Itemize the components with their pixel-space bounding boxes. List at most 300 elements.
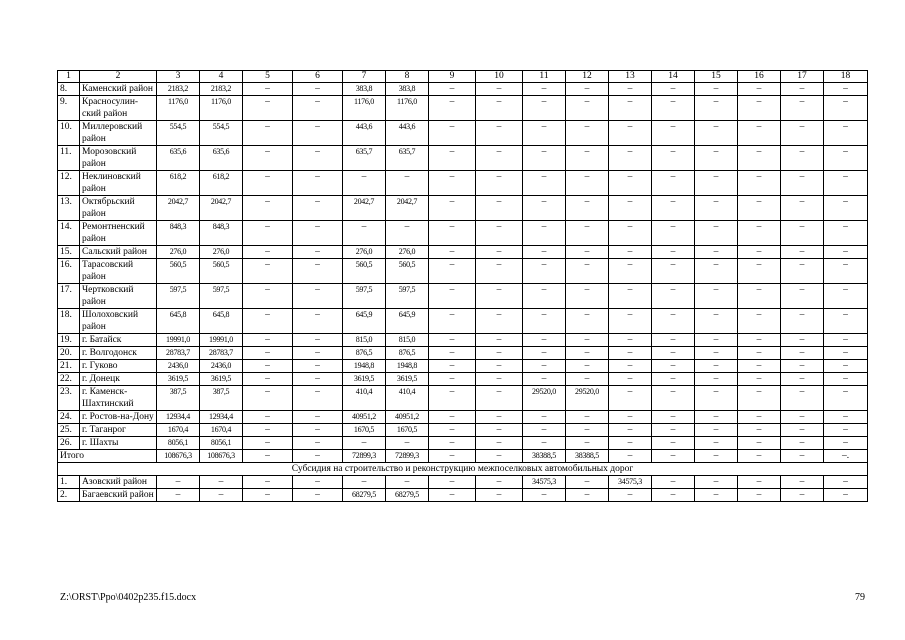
- table-cell: 645,9: [343, 309, 386, 334]
- column-header: 1: [58, 71, 80, 83]
- table-cell: –: [293, 386, 343, 411]
- table-cell: 597,5: [386, 284, 429, 309]
- row-name: г. Волгодонск: [80, 347, 157, 360]
- table-cell: –: [824, 83, 868, 96]
- table-cell: –: [609, 386, 652, 411]
- table-row: [58, 424, 868, 437]
- table-cell: –: [343, 437, 386, 450]
- table-cell: –: [738, 96, 781, 121]
- table-cell: –: [695, 347, 738, 360]
- table-cell: –: [781, 360, 824, 373]
- table-cell: –: [695, 489, 738, 502]
- table-cell: –: [429, 309, 476, 334]
- row-number: 17.: [58, 284, 80, 309]
- table-cell: 645,8: [157, 309, 200, 334]
- table-cell: –: [609, 411, 652, 424]
- table-cell: –: [476, 476, 523, 489]
- table-cell: –: [386, 221, 429, 246]
- table-cell: 815,0: [386, 334, 429, 347]
- row-number: 26.: [58, 437, 80, 450]
- table-cell: –: [738, 437, 781, 450]
- table-cell: –: [652, 411, 695, 424]
- row-name: Чертковский район: [80, 284, 157, 309]
- table-cell: –: [243, 83, 293, 96]
- row-name: Красносулин-ский район: [80, 96, 157, 121]
- table-cell: 387,5: [200, 386, 243, 411]
- table-cell: 635,6: [157, 146, 200, 171]
- table-cell: –: [429, 259, 476, 284]
- table-cell: 108676,3: [157, 450, 200, 463]
- table-cell: –: [523, 96, 566, 121]
- table-cell: –: [609, 373, 652, 386]
- table-cell: –: [695, 424, 738, 437]
- table-cell: –: [781, 489, 824, 502]
- table-cell: 1176,0: [157, 96, 200, 121]
- table-cell: –: [824, 334, 868, 347]
- row-name: Морозовский район: [80, 146, 157, 171]
- table-cell: –: [781, 373, 824, 386]
- table-cell: –: [824, 96, 868, 121]
- row-number: 18.: [58, 309, 80, 334]
- row-name: Неклиновский район: [80, 171, 157, 196]
- table-cell: –: [523, 347, 566, 360]
- table-cell: –: [609, 309, 652, 334]
- table-cell: –.: [824, 450, 868, 463]
- table-row: [58, 171, 868, 196]
- table-cell: –: [566, 196, 609, 221]
- table-row: [58, 360, 868, 373]
- table-cell: –: [781, 424, 824, 437]
- table-cell: 68279,5: [343, 489, 386, 502]
- table-cell: –: [609, 96, 652, 121]
- table-cell: –: [695, 121, 738, 146]
- table-cell: –: [476, 309, 523, 334]
- table-cell: –: [781, 171, 824, 196]
- table-cell: –: [429, 121, 476, 146]
- table-cell: –: [476, 373, 523, 386]
- table-cell: –: [429, 386, 476, 411]
- table-cell: –: [781, 146, 824, 171]
- table-row: [58, 246, 868, 259]
- table-cell: –: [386, 437, 429, 450]
- table-cell: –: [566, 171, 609, 196]
- table-cell: 383,8: [343, 83, 386, 96]
- table-cell: –: [781, 386, 824, 411]
- table-cell: –: [566, 146, 609, 171]
- row-number: 22.: [58, 373, 80, 386]
- table-cell: 1948,8: [343, 360, 386, 373]
- table-cell: 554,5: [200, 121, 243, 146]
- table-cell: 8056,1: [200, 437, 243, 450]
- table-cell: –: [652, 386, 695, 411]
- table-cell: –: [738, 373, 781, 386]
- table-cell: –: [609, 489, 652, 502]
- table-cell: –: [566, 424, 609, 437]
- table-cell: –: [652, 373, 695, 386]
- table-cell: –: [652, 489, 695, 502]
- table-cell: –: [695, 83, 738, 96]
- table-cell: –: [566, 284, 609, 309]
- table-cell: –: [695, 284, 738, 309]
- table-cell: –: [824, 146, 868, 171]
- table-cell: –: [695, 196, 738, 221]
- table-cell: –: [824, 489, 868, 502]
- table-row: [58, 121, 868, 146]
- table-cell: 635,7: [343, 146, 386, 171]
- table-cell: –: [476, 96, 523, 121]
- table-cell: –: [523, 424, 566, 437]
- table-cell: –: [609, 284, 652, 309]
- table-cell: –: [652, 284, 695, 309]
- table-cell: –: [781, 246, 824, 259]
- table-cell: 560,5: [343, 259, 386, 284]
- table-cell: –: [429, 450, 476, 463]
- table-cell: 2436,0: [157, 360, 200, 373]
- column-header: 3: [157, 71, 200, 83]
- table-cell: –: [200, 476, 243, 489]
- row-name: г. Ростов-на-Дону: [80, 411, 157, 424]
- table-cell: –: [293, 424, 343, 437]
- table-cell: 1670,4: [157, 424, 200, 437]
- table-cell: –: [386, 171, 429, 196]
- table-cell: –: [652, 347, 695, 360]
- table-cell: 645,8: [200, 309, 243, 334]
- table-cell: –: [652, 96, 695, 121]
- table-row: [58, 221, 868, 246]
- table-cell: –: [476, 171, 523, 196]
- table-cell: –: [824, 373, 868, 386]
- table-cell: 443,6: [386, 121, 429, 146]
- table-cell: –: [824, 259, 868, 284]
- table-cell: –: [476, 411, 523, 424]
- row-name: Багаевский район: [80, 489, 157, 502]
- table-cell: –: [157, 476, 200, 489]
- table-cell: –: [609, 334, 652, 347]
- table-cell: –: [824, 437, 868, 450]
- row-number: 24.: [58, 411, 80, 424]
- table-cell: 597,5: [157, 284, 200, 309]
- table-cell: 28783,7: [157, 347, 200, 360]
- table-cell: –: [781, 284, 824, 309]
- table-cell: –: [243, 121, 293, 146]
- header-row: [58, 71, 868, 83]
- table-cell: –: [824, 360, 868, 373]
- table-cell: 72899,3: [343, 450, 386, 463]
- table-cell: –: [243, 96, 293, 121]
- table-cell: –: [652, 476, 695, 489]
- table-cell: –: [738, 196, 781, 221]
- table-cell: 72899,3: [386, 450, 429, 463]
- table-cell: –: [824, 171, 868, 196]
- column-header: 17: [781, 71, 824, 83]
- table-cell: 108676,3: [200, 450, 243, 463]
- table-cell: –: [243, 373, 293, 386]
- table-cell: –: [243, 196, 293, 221]
- table-cell: –: [781, 411, 824, 424]
- table-cell: –: [781, 221, 824, 246]
- table-cell: –: [293, 284, 343, 309]
- table-cell: –: [738, 386, 781, 411]
- table-cell: –: [293, 373, 343, 386]
- table-cell: 29520,0: [566, 386, 609, 411]
- table-cell: 387,5: [157, 386, 200, 411]
- table-cell: –: [476, 83, 523, 96]
- table-cell: –: [523, 360, 566, 373]
- table-row: [58, 334, 868, 347]
- column-header: 12: [566, 71, 609, 83]
- table-cell: –: [781, 196, 824, 221]
- table-cell: –: [609, 450, 652, 463]
- row-name: г. Шахты: [80, 437, 157, 450]
- table-cell: –: [476, 437, 523, 450]
- table-cell: –: [695, 146, 738, 171]
- table-cell: –: [243, 334, 293, 347]
- table-cell: –: [695, 259, 738, 284]
- table-cell: –: [824, 347, 868, 360]
- table-cell: 38388,5: [566, 450, 609, 463]
- column-header: 14: [652, 71, 695, 83]
- table-cell: –: [429, 284, 476, 309]
- table-cell: –: [566, 347, 609, 360]
- table-cell: –: [652, 221, 695, 246]
- row-name: Ремонтненский район: [80, 221, 157, 246]
- table-cell: 38388,5: [523, 450, 566, 463]
- row-name: г. Таганрог: [80, 424, 157, 437]
- table-cell: 1670,5: [343, 424, 386, 437]
- table-cell: –: [386, 476, 429, 489]
- table-cell: –: [781, 96, 824, 121]
- table-cell: –: [781, 334, 824, 347]
- table-cell: –: [695, 386, 738, 411]
- table-cell: –: [566, 221, 609, 246]
- column-header: 18: [824, 71, 868, 83]
- table-cell: –: [293, 146, 343, 171]
- column-header: 2: [80, 71, 157, 83]
- table-cell: –: [293, 83, 343, 96]
- table-cell: 645,9: [386, 309, 429, 334]
- row-number: 21.: [58, 360, 80, 373]
- row-number: 19.: [58, 334, 80, 347]
- table-cell: –: [695, 373, 738, 386]
- table-cell: 554,5: [157, 121, 200, 146]
- table-cell: –: [609, 347, 652, 360]
- table-cell: –: [738, 121, 781, 146]
- table-cell: –: [200, 489, 243, 502]
- table-cell: –: [243, 386, 293, 411]
- table-cell: –: [476, 259, 523, 284]
- table-cell: –: [738, 411, 781, 424]
- table-cell: –: [523, 309, 566, 334]
- table-cell: 635,6: [200, 146, 243, 171]
- table-cell: 383,8: [386, 83, 429, 96]
- table-cell: –: [609, 221, 652, 246]
- table-cell: –: [476, 347, 523, 360]
- table-row: [58, 309, 868, 334]
- table-cell: 618,2: [157, 171, 200, 196]
- row-number: 23.: [58, 386, 80, 411]
- table-cell: –: [476, 146, 523, 171]
- table-cell: –: [695, 96, 738, 121]
- row-name: Сальский район: [80, 246, 157, 259]
- table-cell: –: [476, 386, 523, 411]
- table-cell: 28783,7: [200, 347, 243, 360]
- table-cell: –: [652, 146, 695, 171]
- table-cell: –: [738, 259, 781, 284]
- table-cell: –: [476, 489, 523, 502]
- table-cell: –: [293, 411, 343, 424]
- table-cell: –: [824, 121, 868, 146]
- table-cell: –: [429, 424, 476, 437]
- total-row: [58, 450, 868, 463]
- table-cell: 34575,3: [609, 476, 652, 489]
- column-header: 5: [243, 71, 293, 83]
- column-header: 6: [293, 71, 343, 83]
- table-row: [58, 411, 868, 424]
- table-cell: –: [293, 476, 343, 489]
- row-number: 14.: [58, 221, 80, 246]
- table-cell: 1176,0: [343, 96, 386, 121]
- table-cell: –: [695, 171, 738, 196]
- table-cell: –: [738, 309, 781, 334]
- table-cell: 3619,5: [157, 373, 200, 386]
- table-cell: –: [738, 171, 781, 196]
- row-number: 15.: [58, 246, 80, 259]
- table-cell: –: [781, 476, 824, 489]
- table-cell: –: [824, 386, 868, 411]
- table-cell: –: [781, 347, 824, 360]
- table-cell: –: [652, 424, 695, 437]
- table-cell: –: [429, 347, 476, 360]
- table-cell: 19991,0: [157, 334, 200, 347]
- table-cell: –: [652, 360, 695, 373]
- table-cell: –: [609, 259, 652, 284]
- table-cell: –: [566, 360, 609, 373]
- table-cell: –: [781, 450, 824, 463]
- table-cell: –: [476, 424, 523, 437]
- table-cell: –: [695, 309, 738, 334]
- row-number: 8.: [58, 83, 80, 96]
- table-cell: –: [652, 121, 695, 146]
- table-cell: –: [566, 411, 609, 424]
- table-cell: –: [293, 450, 343, 463]
- table-cell: –: [738, 450, 781, 463]
- table-cell: 876,5: [343, 347, 386, 360]
- table-cell: 19991,0: [200, 334, 243, 347]
- table-cell: –: [243, 476, 293, 489]
- row-number: 25.: [58, 424, 80, 437]
- table-cell: –: [566, 476, 609, 489]
- table-cell: –: [695, 437, 738, 450]
- row-name: Миллеровский район: [80, 121, 157, 146]
- table-cell: –: [429, 437, 476, 450]
- table-cell: –: [652, 246, 695, 259]
- table-cell: –: [523, 83, 566, 96]
- table-cell: –: [293, 437, 343, 450]
- table-cell: 876,5: [386, 347, 429, 360]
- table-cell: –: [523, 284, 566, 309]
- table-cell: –: [652, 259, 695, 284]
- table-cell: 2436,0: [200, 360, 243, 373]
- row-name: Шолоховский район: [80, 309, 157, 334]
- table-cell: –: [566, 96, 609, 121]
- column-header: 11: [523, 71, 566, 83]
- table-row: [58, 196, 868, 221]
- table-cell: –: [824, 411, 868, 424]
- table-cell: –: [523, 221, 566, 246]
- table-cell: –: [243, 424, 293, 437]
- table-cell: 40951,2: [343, 411, 386, 424]
- row-number: 10.: [58, 121, 80, 146]
- table-row: [58, 373, 868, 386]
- table-cell: 815,0: [343, 334, 386, 347]
- table-cell: –: [824, 424, 868, 437]
- table-cell: –: [429, 83, 476, 96]
- table-cell: –: [738, 424, 781, 437]
- table-cell: 1670,4: [200, 424, 243, 437]
- table-cell: –: [476, 196, 523, 221]
- row-name: г. Каменск-Шахтинский: [80, 386, 157, 411]
- table-cell: –: [523, 489, 566, 502]
- table-cell: –: [476, 121, 523, 146]
- table-cell: –: [652, 450, 695, 463]
- table-cell: –: [695, 476, 738, 489]
- table-cell: –: [695, 411, 738, 424]
- table-cell: –: [781, 121, 824, 146]
- row-number: 11.: [58, 146, 80, 171]
- row-number: 12.: [58, 171, 80, 196]
- table-cell: 2042,7: [386, 196, 429, 221]
- table-cell: 3619,5: [200, 373, 243, 386]
- table-cell: –: [566, 246, 609, 259]
- table-cell: –: [609, 146, 652, 171]
- table-cell: –: [429, 373, 476, 386]
- table-cell: 410,4: [386, 386, 429, 411]
- table-cell: –: [738, 347, 781, 360]
- table-cell: –: [609, 246, 652, 259]
- table-cell: –: [738, 360, 781, 373]
- table-cell: –: [293, 121, 343, 146]
- table-cell: –: [824, 196, 868, 221]
- table-cell: –: [243, 146, 293, 171]
- table-cell: –: [566, 437, 609, 450]
- table-cell: –: [243, 246, 293, 259]
- column-header: 13: [609, 71, 652, 83]
- page-number: 79: [855, 592, 865, 603]
- table-cell: –: [738, 476, 781, 489]
- table-cell: –: [476, 360, 523, 373]
- table-cell: –: [523, 246, 566, 259]
- table-cell: –: [738, 334, 781, 347]
- table-cell: –: [243, 171, 293, 196]
- table-cell: –: [343, 476, 386, 489]
- table-row: [58, 96, 868, 121]
- table-cell: 3619,5: [343, 373, 386, 386]
- table-cell: 29520,0: [523, 386, 566, 411]
- table-cell: –: [243, 259, 293, 284]
- table-cell: 34575,3: [523, 476, 566, 489]
- table-cell: 597,5: [200, 284, 243, 309]
- table-row: [58, 386, 868, 411]
- table-cell: –: [293, 334, 343, 347]
- table-cell: –: [824, 221, 868, 246]
- table-cell: 635,7: [386, 146, 429, 171]
- section-title: Субсидия на строительство и реконструкцию межпоселковых автомобильных дорог: [58, 463, 868, 476]
- table-cell: –: [824, 246, 868, 259]
- table-cell: –: [429, 196, 476, 221]
- table-cell: –: [293, 96, 343, 121]
- table-cell: –: [695, 450, 738, 463]
- table-cell: 276,0: [343, 246, 386, 259]
